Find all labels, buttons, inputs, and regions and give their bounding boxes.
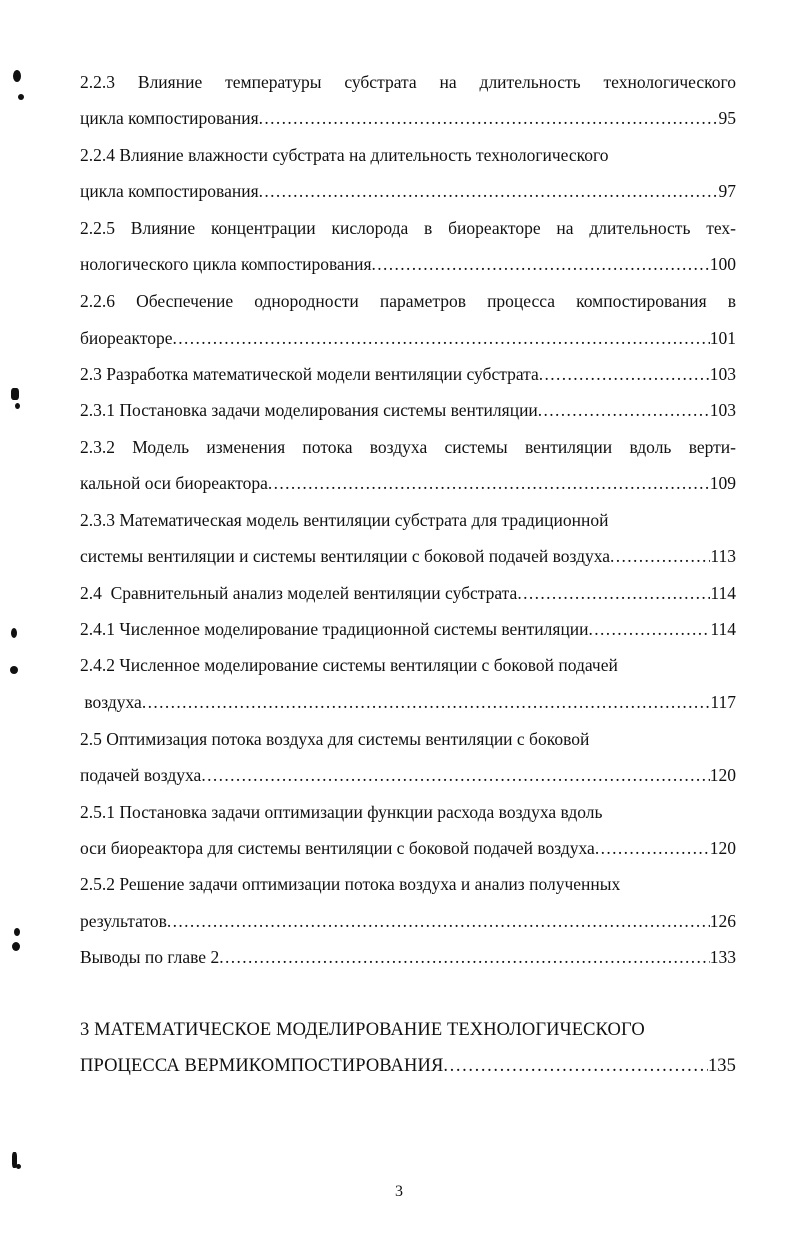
- toc-line: 2.2.3 Влияние температуры субстрата на длительность технологического: [80, 72, 736, 92]
- toc-page-number: 113: [710, 546, 736, 566]
- scan-mark: [11, 388, 19, 400]
- toc-entry-title: биореакторе: [80, 328, 173, 348]
- dot-leader: [610, 544, 710, 568]
- dot-leader: [219, 945, 710, 969]
- toc-line: 2.2.4 Влияние влажности субстрата на длительность технологического: [80, 145, 609, 165]
- scan-mark: [18, 94, 24, 100]
- toc-entry: [80, 179, 736, 203]
- scan-mark: [13, 70, 21, 82]
- toc-page-number: 97: [718, 181, 736, 201]
- toc-entry-title: нологического цикла компостирования: [80, 254, 372, 274]
- toc-entry-title: цикла компостирования: [80, 181, 259, 201]
- toc-entry: [80, 836, 736, 860]
- toc-page-number: 100: [709, 254, 736, 274]
- toc-page-number: 114: [710, 619, 736, 639]
- toc-line: 2.4.2 Численное моделирование системы вентиляции с боковой подачей: [80, 655, 618, 675]
- toc-page-number: 133: [709, 947, 736, 967]
- toc-page-number: 135: [707, 1056, 736, 1076]
- toc-page-number: 120: [709, 838, 736, 858]
- page-number: 3: [395, 1183, 403, 1200]
- toc-page-number: 120: [709, 765, 736, 785]
- dot-leader: [172, 326, 709, 350]
- toc-entry: [80, 326, 736, 350]
- dot-leader: [259, 106, 719, 130]
- toc-entry: [80, 763, 736, 787]
- dot-leader: [539, 362, 710, 386]
- chapter-title: ПРОЦЕССА ВЕРМИКОМПОСТИРОВАНИЯ: [80, 1056, 444, 1076]
- scan-mark: [15, 403, 20, 409]
- toc-entry: [80, 945, 736, 969]
- toc-entry: [80, 617, 736, 641]
- scan-mark: [16, 1164, 21, 1169]
- toc-entry: [80, 581, 736, 605]
- toc-entry-title: 2.4 Сравнительный анализ моделей вентиляции субстрата: [80, 583, 518, 603]
- toc-entry-title: оси биореактора для системы вентиляции с боковой подачей воздуха: [80, 838, 595, 858]
- toc-entry: [80, 471, 736, 495]
- toc-page-number: 109: [709, 473, 736, 493]
- toc-page-number: 95: [718, 108, 736, 128]
- chapter-entry: [80, 1054, 736, 1078]
- toc-line: 2.5.1 Постановка задачи оптимизации функции расхода воздуха вдоль: [80, 802, 603, 822]
- dot-leader: [201, 763, 709, 787]
- toc-entry-title: 2.4.1 Численное моделирование традиционной системы вентиляции: [80, 619, 589, 639]
- toc-line: 2.2.6 Обеспечение однородности параметров процесса компостирования в: [80, 291, 736, 311]
- dot-leader: [268, 471, 710, 495]
- toc-entry: [80, 252, 736, 276]
- dot-leader: [443, 1054, 708, 1078]
- dot-leader: [142, 690, 711, 714]
- toc-entry: [80, 106, 736, 130]
- chapter-heading-line: 3 МАТЕМАТИЧЕСКОЕ МОДЕЛИРОВАНИЕ ТЕХНОЛОГИЧЕСКОГО: [80, 1020, 645, 1040]
- toc-entry-title: 2.3.1 Постановка задачи моделирования системы вентиляции: [80, 400, 538, 420]
- toc-line: 2.5.2 Решение задачи оптимизации потока воздуха и анализ полученных: [80, 874, 621, 894]
- toc-entry-title: кальной оси биореактора: [80, 473, 268, 493]
- toc-entry-title: цикла компостирования: [80, 108, 259, 128]
- dot-leader: [259, 179, 719, 203]
- toc-entry-title: 2.3 Разработка математической модели вентиляции субстрата: [80, 364, 539, 384]
- scan-mark: [14, 928, 20, 936]
- toc-entry: [80, 909, 736, 933]
- toc-entry: [80, 544, 736, 568]
- scan-mark: [12, 942, 20, 951]
- toc-entry: [80, 690, 736, 714]
- toc-entry-title: Выводы по главе 2: [80, 947, 220, 967]
- scan-mark: [10, 666, 18, 674]
- dot-leader: [595, 836, 710, 860]
- toc-entry-title: системы вентиляции и системы вентиляции с боковой подачей воздуха: [80, 546, 611, 566]
- toc-page-number: 117: [710, 692, 736, 712]
- dot-leader: [372, 252, 710, 276]
- toc-line: 2.3.2 Модель изменения потока воздуха системы вентиляции вдоль верти-: [80, 437, 736, 457]
- toc-line: 2.5 Оптимизация потока воздуха для системы вентиляции с боковой: [80, 729, 590, 749]
- toc-page-number: 126: [709, 911, 736, 931]
- toc-page-number: 103: [709, 400, 736, 420]
- scan-mark: [11, 628, 17, 638]
- toc-entry-title: результатов: [80, 911, 167, 931]
- toc-page-number: 114: [710, 583, 736, 603]
- toc-page-number: 101: [709, 328, 736, 348]
- toc-line: 2.3.3 Математическая модель вентиляции субстрата для традиционной: [80, 510, 609, 530]
- toc-entry-title: подачей воздуха: [80, 765, 202, 785]
- toc-entry-title: воздуха: [80, 692, 142, 712]
- dot-leader: [167, 909, 710, 933]
- toc-entry: [80, 362, 736, 386]
- dot-leader: [517, 581, 710, 605]
- toc-entry: [80, 398, 736, 422]
- dot-leader: [538, 398, 710, 422]
- dot-leader: [589, 617, 711, 641]
- toc-line: 2.2.5 Влияние концентрации кислорода в биореакторе на длительность тех-: [80, 218, 736, 238]
- toc-page-number: 103: [709, 364, 736, 384]
